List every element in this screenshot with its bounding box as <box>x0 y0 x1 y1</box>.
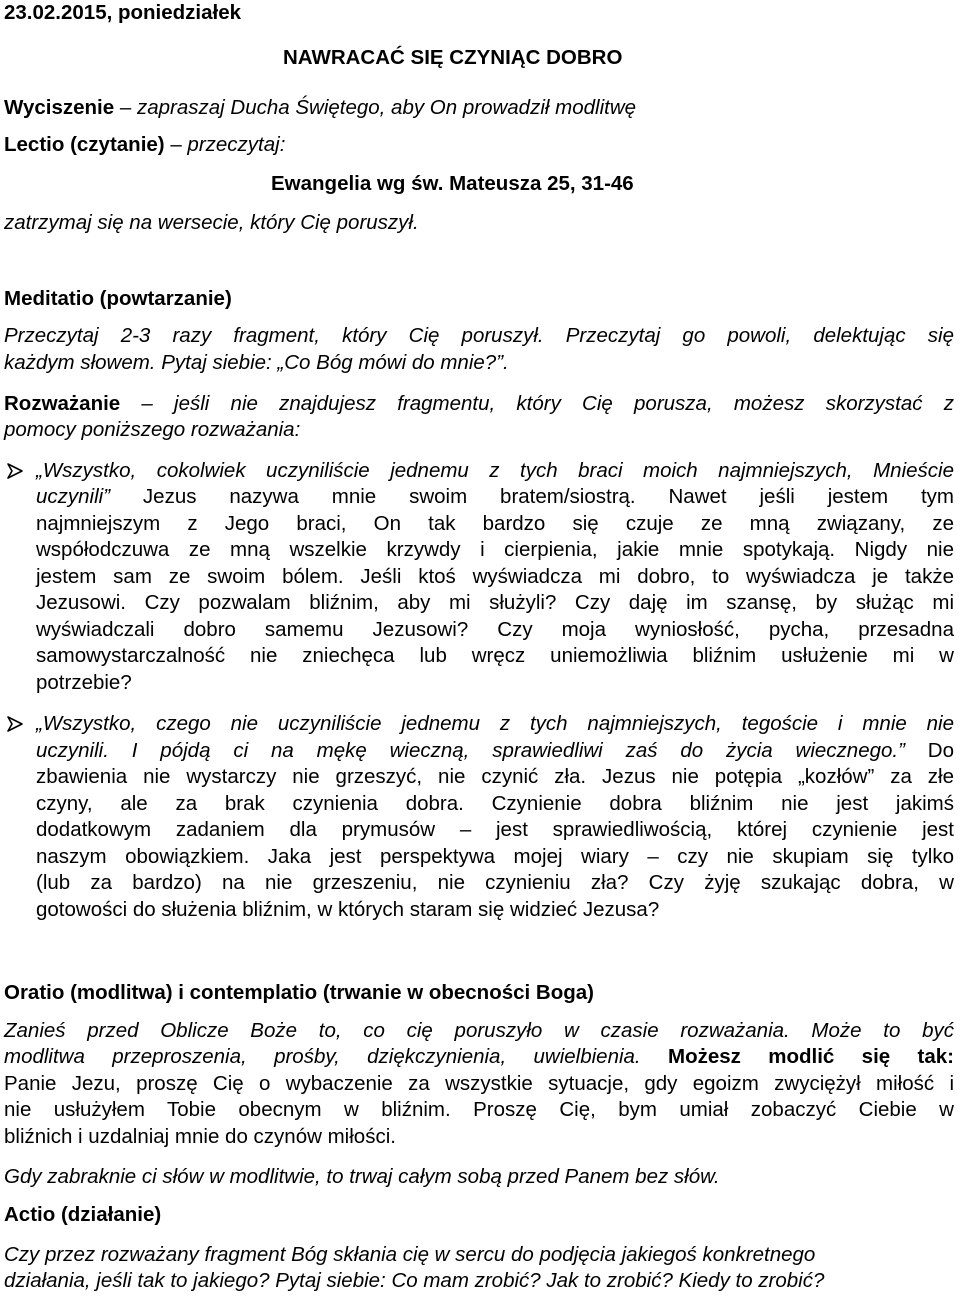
bullet2-line-2 <box>36 738 954 764</box>
wyciszenie-text: zapraszaj Ducha Świętego, aby On prowadził modlitwę <box>136 96 637 119</box>
oratio-closing: Gdy zabraknie ci słów w modlitwie, to trwaj całym sobą przed Panem bez słów. <box>4 1165 720 1188</box>
bullet2-quote-line-1: „Wszystko, czego nie uczyniliście jednemu z tych najmniejszych, tegoście i mnie nie <box>36 712 954 735</box>
gospel-reference: Ewangelia wg św. Mateusza 25, 31-46 <box>271 172 634 195</box>
rozwazanie-text: – jeśli nie znajdujesz fragmentu, który Cię porusza, możesz skorzystać z <box>120 392 954 415</box>
bullet2-line-5: dodatkowym zadaniem dla prymusów – jest sprawiedliwością, której czynienie jest <box>36 818 954 841</box>
arrow-bullet-icon <box>4 711 26 737</box>
lectio-dash: – <box>164 133 188 156</box>
bullet1-line-2 <box>36 484 954 510</box>
prayer-line-1: Panie Jezu, proszę Cię o wybaczenie za wszystkie sytuacje, gdy egoizm zwyciężył miłość i <box>4 1072 954 1095</box>
actio-line-1: Czy przez rozważany fragment Bóg skłania cię w sercu do podjęcia jakiegoś konkretnego <box>4 1243 816 1266</box>
bullet1-line-9: potrzebie? <box>36 671 132 694</box>
bullet2-line-4: czyny, ale za brak czynienia dobra. Czynienie dobra bliźnim nie jest jakimś <box>36 792 954 815</box>
bullet1-line-7: wyświadczali dobro samemu Jezusowi? Czy moja wyniosłość, pycha, przesadna <box>36 618 954 641</box>
bullet2-line-3: zbawienia nie wystarczy nie grzeszyć, nie czynić zła. Jezus nie potępia „kozłów” za złe <box>36 765 954 788</box>
oratio-line-2 <box>4 1044 954 1070</box>
wyciszenie-label: Wyciszenie <box>4 96 115 119</box>
oratio-line-2-italic: modlitwa przeproszenia, prośby, dziękczynienia, uwielbienia. <box>4 1045 641 1068</box>
bullet2-line-6: naszym obowiązkiem. Jaka jest perspektywa mojej wiary – czy nie skupiam się tylko <box>36 845 954 868</box>
meditatio-line-2: każdym słowem. Pytaj siebie: „Co Bóg mówi do mnie?”. <box>4 351 509 374</box>
bullet1-line-2-rest: Jezus nazywa mnie swoim bratem/siostrą. Nawet jeśli jestem tym <box>110 485 954 508</box>
wyciszenie-dash: – <box>114 96 137 119</box>
wyciszenie-line <box>4 95 956 121</box>
actio-heading: Actio (działanie) <box>4 1203 162 1226</box>
lectio-instruction: zatrzymaj się na wersecie, który Cię poruszył. <box>4 211 419 234</box>
bullet1-line-8: samowystarczalność nie zniechęca lub wręcz uniemożliwia bliźnim usłużenie mi w <box>36 644 954 667</box>
rozwazanie-line-1 <box>4 391 954 417</box>
bullet1-quote-line-1: „Wszystko, cokolwiek uczyniliście jednemu z tych braci moich najmniejszych, Mnieście <box>36 459 954 482</box>
bullet2-quote-end: uczynili. I pójdą ci na mękę wieczną, sprawiedliwi zaś do życia wiecznego.” <box>36 739 905 762</box>
bullet1-line-3: najmniejszym z Jego braci, On tak bardzo się czuje ze mną związany, ze <box>36 512 954 535</box>
page-title: NAWRACAĆ SIĘ CZYNIĄC DOBRO <box>283 46 623 69</box>
lectio-line <box>4 132 956 158</box>
meditatio-line-1: Przeczytaj 2-3 razy fragment, który Cię poruszył. Przeczytaj go powoli, delektując się <box>4 324 954 347</box>
bullet1-line-4: współodczuwa ze mną wszelkie krzywdy i cierpienia, jakie mnie spotykają. Nigdy nie <box>36 538 954 561</box>
rozwazanie-label: Rozważanie <box>4 392 121 415</box>
oratio-heading: Oratio (modlitwa) i contemplatio (trwanie w obecności Boga) <box>4 981 594 1004</box>
prayer-line-2: nie usłużyłem Tobie obecnym w bliźnim. Proszę Cię, bym umiał zobaczyć Ciebie w <box>4 1098 954 1121</box>
bullet2-line-2-rest: Do <box>904 739 954 762</box>
meditatio-heading: Meditatio (powtarzanie) <box>4 287 232 310</box>
lectio-text: przeczytaj: <box>187 133 286 156</box>
oratio-line-1: Zanieś przed Oblicze Boże to, co cię poruszyło w czasie rozważania. Może to być <box>4 1019 954 1042</box>
bullet2-line-8: gotowości do służenia bliźnim, w których staram się widzieć Jezusa? <box>36 898 660 921</box>
bullet1-quote-end: uczynili” <box>36 485 111 508</box>
bullet2-line-7: (lub za bardzo) na nie grzeszeniu, nie czynieniu zła? Czy żyję szukając dobra, w <box>36 871 954 894</box>
date-line: 23.02.2015, poniedziałek <box>4 1 242 24</box>
rozwazanie-line-2: pomocy poniższego rozważania: <box>4 418 301 441</box>
arrow-bullet-icon <box>4 458 26 484</box>
bullet1-line-6: Jezusowi. Czy pozwalam bliźnim, aby mi służyli? Czy daję im szansę, by służąc mi <box>36 591 954 614</box>
prayer-line-3: bliźnich i uzdalniaj mnie do czynów miłości. <box>4 1125 396 1148</box>
oratio-line-2-bold: Możesz modlić się tak: <box>640 1045 954 1068</box>
bullet1-line-5: jestem sam ze swoim bólem. Jeśli ktoś wyświadcza mi dobro, to wyświadcza je także <box>36 565 954 588</box>
actio-line-2: działania, jeśli tak to jakiego? Pytaj siebie: Co mam zrobić? Jak to zrobić? Kiedy to zrobić? <box>4 1269 825 1292</box>
lectio-label: Lectio (czytanie) <box>4 133 165 156</box>
